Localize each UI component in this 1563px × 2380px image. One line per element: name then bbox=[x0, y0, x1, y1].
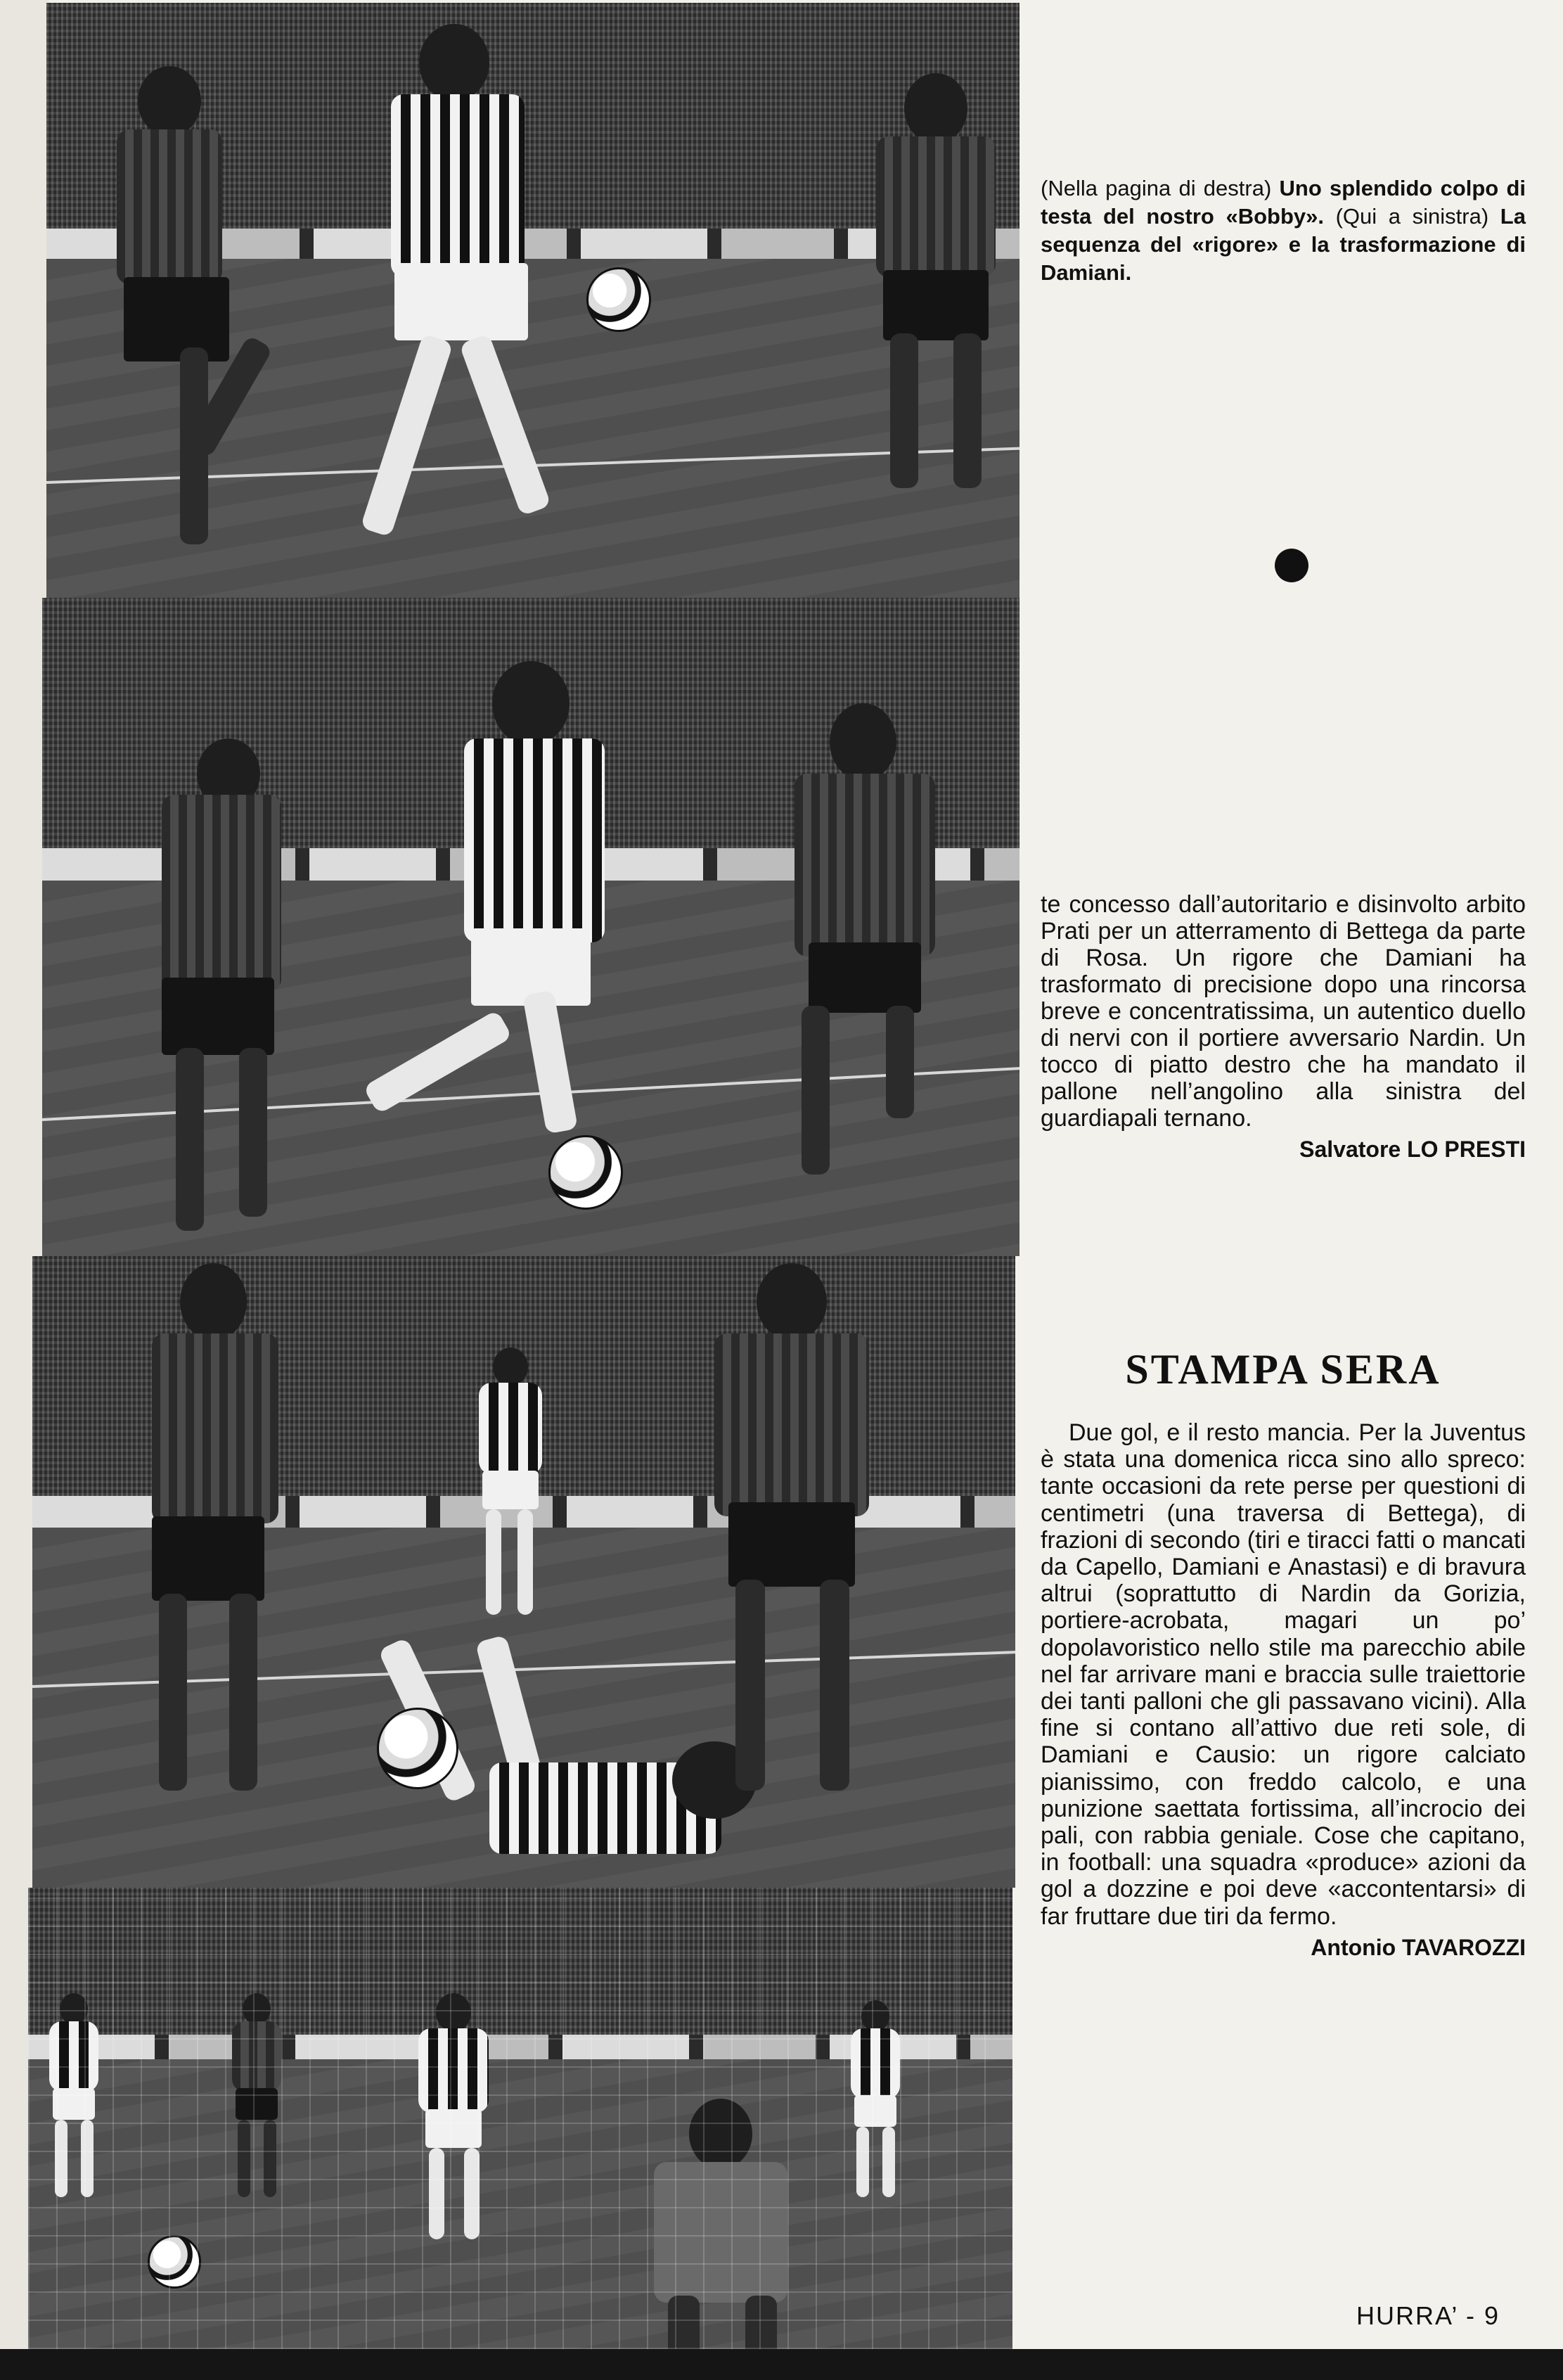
article-stampa-sera bbox=[1041, 1419, 1526, 1961]
caption-part-4: La sequenza del «rigore» e la trasformazione di Damiani. bbox=[1041, 204, 1526, 285]
ternana-player bbox=[665, 1263, 904, 1826]
photo-4-penalty-goal bbox=[28, 1888, 1012, 2377]
article-2-author: Antonio TAVAROZZI bbox=[1311, 1934, 1526, 1960]
article-2-body: Due gol, e il resto mancia. Per la Juventus è stata una domenica ricca sino allo spreco: tante occasioni da rete perse per questioni di centimetri (una traversa di Bettega), di frazioni di secondo (tiri e tiracci fatti o mancati da Capello, Damiani e Anastasi) e di bravura altrui (soprattutto di Nardin da Gorizia, portiere-acrobata, magari un po’ dopolavoristico nello stile ma parecchio abile nel far arrivare mani e braccia sulle traiettorie dei tanti palloni che gli passavano vicini). Alla fine si contano all’attivo due reti sole, di Damiani e Causio: un rigore calciato pianissimo, con freddo calcolo, e una punizione saettata fortissima, all’incrocio dei pali, con rabbia geniale. Cose che capitano, in football: una squadra «produce» azioni da gol a dozzine e poi deve «accontentarsi» di far fruttare due tiri da fermo. bbox=[1041, 1419, 1526, 1930]
bullet-dot bbox=[1275, 549, 1308, 582]
juventus-player-bettega bbox=[359, 661, 675, 1153]
ternana-player bbox=[841, 73, 1020, 509]
ternana-player bbox=[134, 633, 316, 1196]
photo-3-penalty-fall bbox=[32, 1256, 1015, 1888]
article-1-author: Salvatore LO PRESTI bbox=[1299, 1137, 1526, 1162]
caption-part-1: (Nella pagina di destra) bbox=[1041, 176, 1272, 200]
article-continued bbox=[1041, 891, 1526, 1163]
goal-net bbox=[28, 1888, 1012, 2377]
section-title: STAMPA SERA bbox=[1125, 1346, 1441, 1393]
photo-2-foul bbox=[42, 598, 1020, 1256]
caption-part-3: (Qui a sinistra) bbox=[1335, 204, 1489, 229]
football bbox=[586, 267, 651, 332]
photo-1-header-action bbox=[46, 3, 1020, 598]
ternana-player bbox=[117, 1263, 328, 1826]
page-bottom-edge bbox=[0, 2349, 1563, 2380]
photo-sequence bbox=[28, 0, 1020, 2377]
ternana-player bbox=[752, 703, 963, 1196]
caption-part-2: Uno splendido colpo di testa del nostro «Bobby». bbox=[1041, 176, 1526, 229]
ternana-player bbox=[96, 66, 278, 558]
article-1-body: te concesso dall’autoritario e disinvolto arbito Prati per un atterramento di Bettega da parte di Rosa. Un rigore che Damiani ha trasformato di precisione dopo una rincorsa breve e concentratissima, un autentico duello di nervi con il portiere avversario Nardin. Un tocco di piatto destro che ha mandato il pallone nell’angolino alla sinistra del guardiapali ternano. bbox=[1041, 891, 1526, 1132]
juventus-player bbox=[328, 24, 581, 558]
football bbox=[548, 1135, 623, 1210]
page-number: HURRA’ - 9 bbox=[1356, 2301, 1500, 2330]
football bbox=[377, 1708, 458, 1789]
juventus-player-distant bbox=[468, 1348, 553, 1629]
photo-caption bbox=[1041, 174, 1526, 287]
